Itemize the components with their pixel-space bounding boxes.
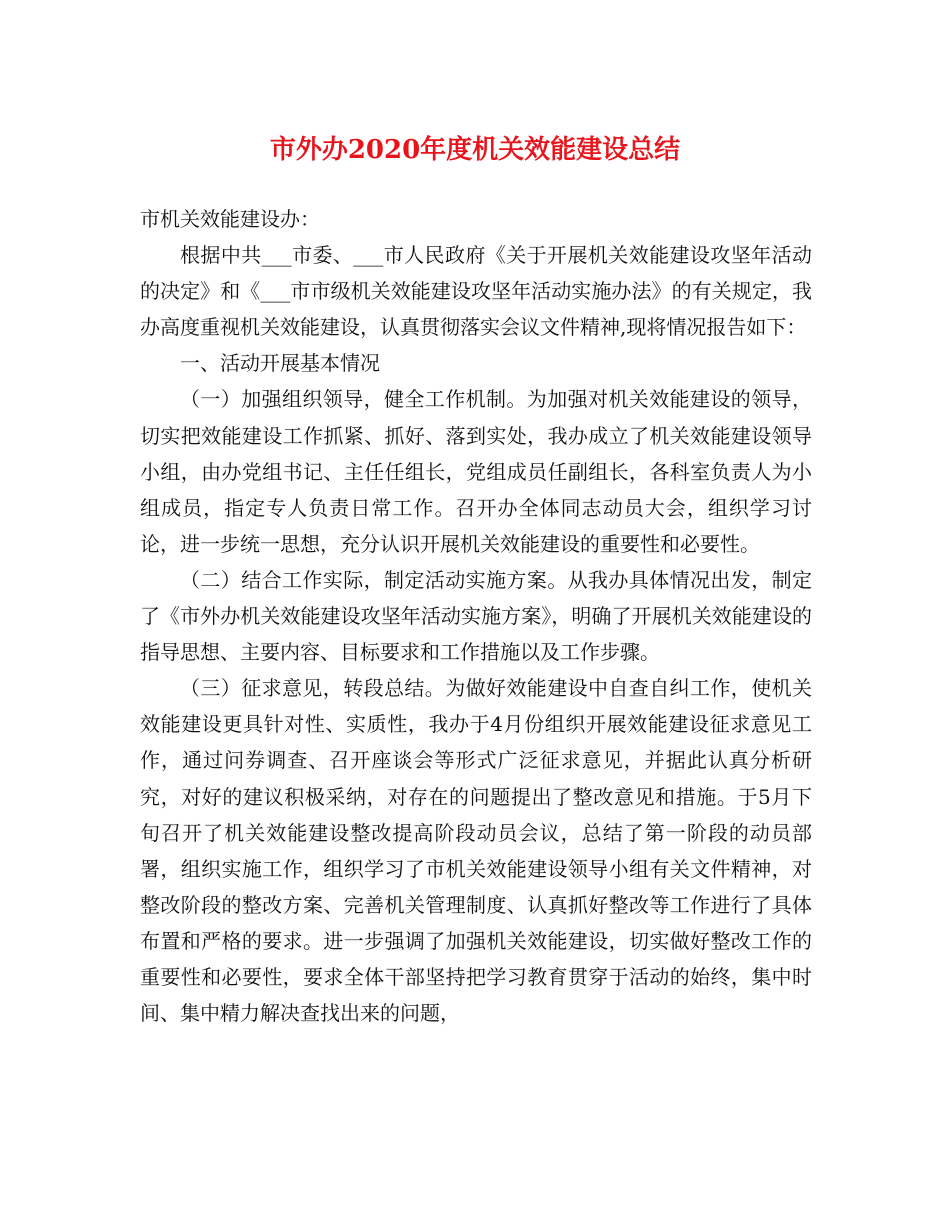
paragraph-plan: （二）结合工作实际，制定活动实施方案。从我办具体情况出发，制定了《市外办机关效能建设攻坚年活动实施方案》，明确了开展机关效能建设的指导思想、主要内容、目标要求和工作措施以及工作步骤。 <box>140 567 812 665</box>
section-heading: 一、活动开展基本情况 <box>180 351 380 376</box>
document-title: 市外办2020年度机关效能建设总结 <box>269 135 681 165</box>
intro-paragraph: 根据中共___市委、___市人民政府《关于开展机关效能建设攻坚年活动的决定》和《___市市级机关效能建设攻坚年活动实施办法》的有关规定，我办高度重视机关效能建设，认真贯彻落实会议文件精神,现将情况报告如下： <box>140 243 812 340</box>
paragraph-opinions: （三）征求意见，转段总结。为做好效能建设中自查自纠工作，使机关效能建设更具针对性、实质性，我办于4月份组织开展效能建设征求意见工作，通过问券调查、召开座谈会等形式广泛征求意见，并据此认真分析研究，对好的建议积极采纳，对存在的问题提出了整改意见和措施。于5月下旬召开了机关效能建设整改提高阶段动员会议，总结了第一阶段的动员部署，组织实施工作，组织学习了市机关效能建设领导小组有关文件精神，对整改阶段的整改方案、完善机关管理制度、认真抓好整改等工作进行了具体布置和严格的要求。进一步强调了加强机关效能建设，切实做好整改工作的重要性和必要性，要求全体干部坚持把学习教育贯穿于活动的始终，集中时间、集中精力解决查找出来的问题， <box>140 676 812 1026</box>
document-body <box>140 201 812 1031</box>
salutation: 市机关效能建设办： <box>140 207 320 231</box>
paragraph-organization: （一）加强组织领导，健全工作机制。为加强对机关效能建设的领导，切实把效能建设工作抓紧、抓好、落到实处，我办成立了机关效能建设领导小组，由办党组书记、主任任组长，党组成员任副组长，各科室负责人为小组成员，指定专人负责日常工作。召开办全体同志动员大会，组织学习讨论，进一步统一思想，充分认识开展机关效能建设的重要性和必要性。 <box>140 387 812 556</box>
